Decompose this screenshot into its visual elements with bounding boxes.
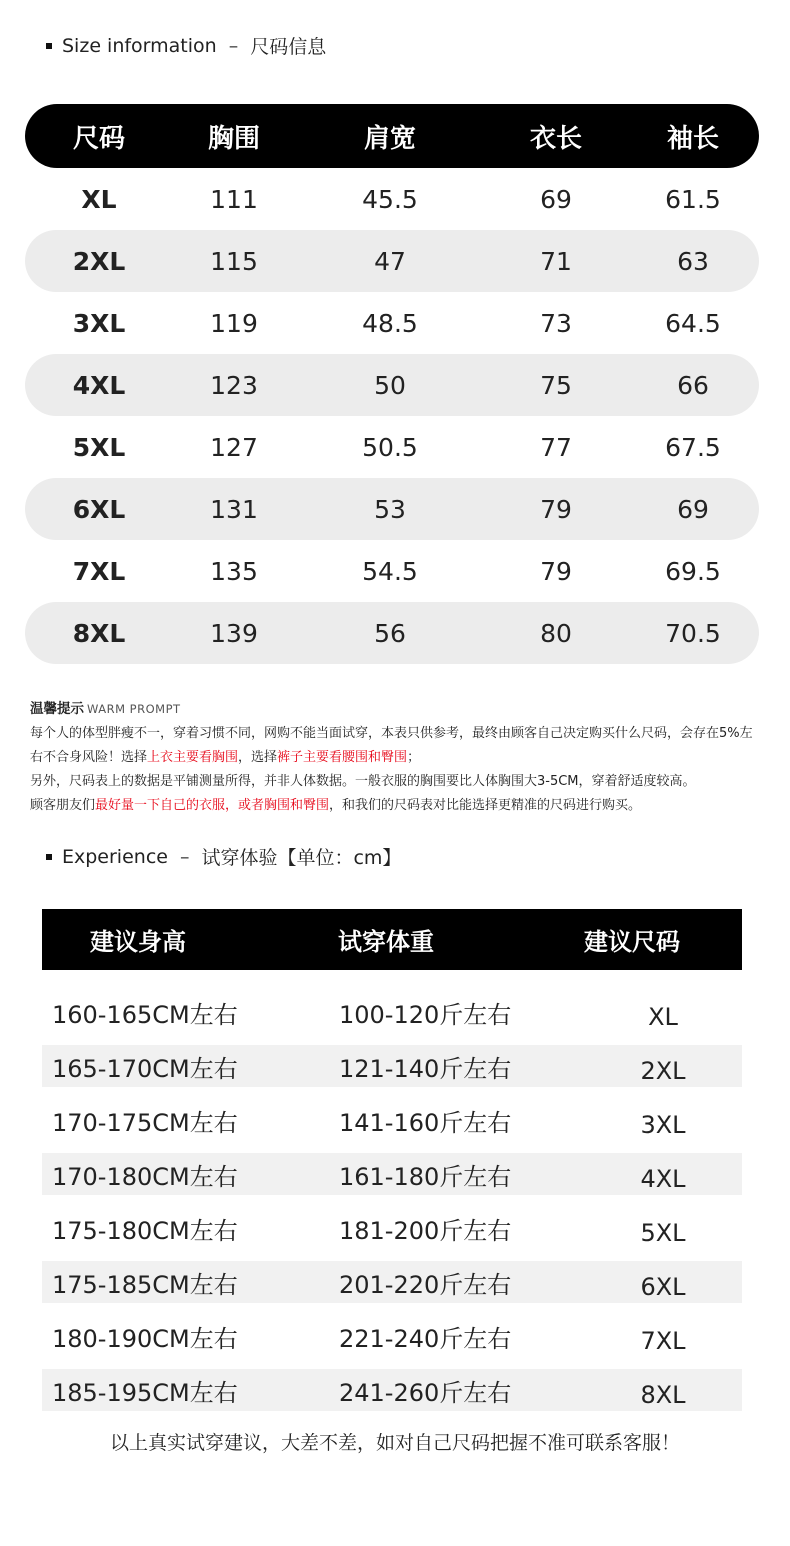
length-cell: 79 (540, 556, 572, 586)
experience-table-row (42, 1369, 742, 1411)
weight-cell: 241-260斤左右 (339, 1378, 512, 1407)
footer-note: 以上真实试穿建议，大差不差，如对自己尺码把握不准可联系客服！ (109, 1432, 680, 1454)
chest-cell: 127 (210, 432, 258, 462)
height-cell: 180-190CM左右 (52, 1324, 238, 1353)
experience-table-row (42, 1261, 742, 1303)
prompt-highlight: 裤子主要看腰围和臀围 (277, 750, 408, 765)
prompt-text: ，和我们的尺码表对比能选择更精准的尺码进行购买。 (329, 798, 642, 813)
weight-cell: 201-220斤左右 (339, 1270, 512, 1299)
experience-table (42, 909, 742, 1423)
size-table-header (25, 104, 759, 168)
experience-table-row (42, 1153, 742, 1195)
prompt-paragraph-2: 另外，尺码表上的数据是平铺测量所得，并非人体数据。一般衣服的胸围要比人体胸围大3-5CM，穿着舒适度较高。 (30, 774, 696, 789)
length-cell: 75 (540, 370, 572, 400)
sleeve-cell: 64.5 (665, 308, 721, 338)
suggested-size-cell: 5XL (640, 1219, 686, 1247)
weight-cell: 161-180斤左右 (339, 1162, 512, 1191)
exp-header-cell: 建议身高 (90, 928, 186, 956)
size-cell: 5XL (72, 432, 126, 462)
suggested-size-cell: 2XL (640, 1057, 686, 1085)
experience-title-en: Experience (62, 845, 168, 868)
height-cell: 170-175CM左右 (52, 1108, 238, 1137)
sleeve-cell: 69.5 (665, 556, 721, 586)
weight-cell: 181-200斤左右 (339, 1216, 512, 1245)
prompt-highlight: 上衣主要看胸围 (147, 750, 239, 765)
shoulder-cell: 45.5 (362, 184, 418, 214)
experience-table-row (42, 1099, 742, 1141)
size-table-row (25, 230, 759, 292)
size-cell: 6XL (72, 494, 126, 524)
exp-header-cell: 试穿体重 (338, 928, 434, 956)
chest-cell: 135 (210, 556, 258, 586)
prompt-subtitle: WARM PROMPT (87, 702, 181, 716)
weight-cell: 141-160斤左右 (339, 1108, 512, 1137)
shoulder-cell: 53 (374, 494, 406, 524)
bullet-square-icon (46, 854, 52, 860)
size-header-cell: 衣长 (529, 123, 582, 154)
prompt-heading (30, 697, 765, 722)
prompt-highlight: 最好量一下自己的衣服，或者胸围和臀围 (95, 798, 330, 813)
experience-title-cn: 试穿体验【单位：cm】 (201, 847, 402, 869)
sleeve-cell: 61.5 (665, 184, 721, 214)
sleeve-cell: 70.5 (665, 618, 721, 648)
size-header-cell: 肩宽 (363, 123, 416, 154)
prompt-text: 每个人的体型胖瘦不一，穿着习惯不同，网购不能当面试穿，本表只供参考，最终由顾客自己决定购买什么尺码，会存在5%左右不合身风险！选择 (30, 726, 753, 765)
shoulder-cell: 56 (374, 618, 406, 648)
experience-table-row (42, 1207, 742, 1249)
suggested-size-cell: 7XL (640, 1327, 686, 1355)
size-cell: 2XL (72, 246, 126, 276)
height-cell: 175-185CM左右 (52, 1270, 238, 1299)
size-title-en: Size information (62, 34, 217, 57)
size-title-cn: 尺码信息 (250, 36, 327, 58)
size-table-row (25, 602, 759, 664)
size-header-cell: 袖长 (666, 123, 719, 154)
size-cell: XL (81, 184, 117, 214)
prompt-text: ，选择 (238, 750, 278, 765)
size-header-cell: 胸围 (207, 123, 260, 154)
size-table-row (25, 540, 759, 602)
shoulder-cell: 50 (374, 370, 406, 400)
size-header-cell: 尺码 (72, 123, 125, 154)
size-cell: 8XL (72, 618, 126, 648)
chest-cell: 111 (210, 184, 258, 214)
shoulder-cell: 47 (374, 246, 406, 276)
sleeve-cell: 69 (677, 494, 709, 524)
length-cell: 77 (540, 432, 572, 462)
length-cell: 73 (540, 308, 572, 338)
length-cell: 79 (540, 494, 572, 524)
suggested-size-cell: 6XL (640, 1273, 686, 1301)
height-cell: 175-180CM左右 (52, 1216, 238, 1245)
height-cell: 165-170CM左右 (52, 1054, 238, 1083)
length-cell: 80 (540, 618, 572, 648)
suggested-size-cell: XL (648, 1003, 678, 1031)
suggested-size-cell: 8XL (640, 1381, 686, 1409)
prompt-text: ； (407, 750, 421, 765)
experience-table-row (42, 1315, 742, 1357)
length-cell: 69 (540, 184, 572, 214)
size-cell: 4XL (72, 370, 126, 400)
sleeve-cell: 67.5 (665, 432, 721, 462)
weight-cell: 100-120斤左右 (339, 1000, 512, 1029)
sleeve-cell: 66 (677, 370, 709, 400)
size-cell: 3XL (72, 308, 126, 338)
exp-header-cell: 建议尺码 (584, 928, 680, 956)
chest-cell: 119 (210, 308, 258, 338)
size-table-row (25, 416, 759, 478)
height-cell: 160-165CM左右 (52, 1000, 238, 1029)
height-cell: 185-195CM左右 (52, 1378, 238, 1407)
chest-cell: 115 (210, 246, 258, 276)
title-dash: – (228, 34, 239, 57)
weight-cell: 221-240斤左右 (339, 1324, 512, 1353)
height-cell: 170-180CM左右 (52, 1162, 238, 1191)
weight-cell: 121-140斤左右 (339, 1054, 512, 1083)
size-table-row (25, 354, 759, 416)
bullet-square-icon (46, 43, 52, 49)
sleeve-cell: 63 (677, 246, 709, 276)
prompt-title: 温馨提示 (30, 701, 84, 717)
chest-cell: 123 (210, 370, 258, 400)
experience-table-row (42, 991, 742, 1033)
shoulder-cell: 54.5 (362, 556, 418, 586)
suggested-size-cell: 4XL (640, 1165, 686, 1193)
shoulder-cell: 50.5 (362, 432, 418, 462)
size-table (25, 104, 759, 664)
experience-table-header (42, 909, 742, 970)
suggested-size-cell: 3XL (640, 1111, 686, 1139)
title-dash: – (179, 845, 190, 868)
size-table-row (25, 292, 759, 354)
size-cell: 7XL (72, 556, 126, 586)
length-cell: 71 (540, 246, 572, 276)
size-section-title (46, 32, 326, 59)
chest-cell: 139 (210, 618, 258, 648)
size-table-row (25, 168, 759, 230)
prompt-text: 顾客朋友们 (30, 798, 96, 813)
warm-prompt (30, 697, 765, 818)
experience-section-title (46, 843, 401, 870)
prompt-paragraph-3 (30, 794, 765, 818)
shoulder-cell: 48.5 (362, 308, 418, 338)
experience-table-row (42, 1045, 742, 1087)
chest-cell: 131 (210, 494, 258, 524)
prompt-paragraph-1 (30, 722, 765, 770)
size-table-row (25, 478, 759, 540)
